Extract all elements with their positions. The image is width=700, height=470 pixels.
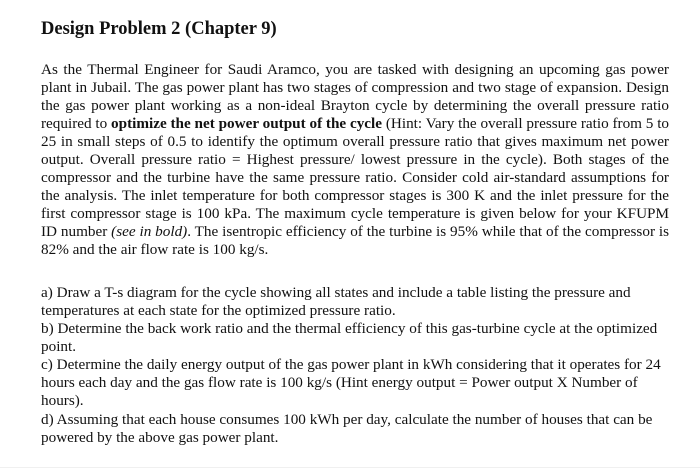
problem-title: Design Problem 2 (Chapter 9) bbox=[41, 19, 277, 39]
statement-text-2: (Hint: Vary the overall pressure ratio from 5 to 25 in small steps of 0.5 to identify the optimum overall pressure ratio that gives maximum net power output. Overall pressure ratio = Highest pressure/ lowest pressure in the cycle). Both stages of the compressor and the turbine have the same pressure ratio. Consider cold air-standard assumptions for the analysis. The inlet temperature for both compressor stages is 300 K and the inlet pressure for the first compressor stage is 100 kPa. The maximum cycle temperature is given below for your KFUPM ID number bbox=[41, 115, 670, 240]
problem-statement bbox=[41, 61, 669, 259]
question-b: b) Determine the back work ratio and the thermal efficiency of this gas-turbine cycle at the optimized point. bbox=[41, 320, 658, 355]
question-d: d) Assuming that each house consumes 100 kWh per day, calculate the number of houses that can be powered by the above gas power plant. bbox=[41, 411, 653, 446]
statement-bold-emphasis: optimize the net power output of the cycle bbox=[111, 115, 383, 132]
statement-italic-note: (see in bold) bbox=[111, 223, 188, 240]
statement-text-3: . The isentropic efficiency of the turbine is 95% while that of the compressor is 82% and the air flow rate is 100 kg/s. bbox=[41, 223, 669, 258]
question-a: a) Draw a T-s diagram for the cycle showing all states and include a table listing the pressure and temperatures at each state for the optimized pressure ratio. bbox=[41, 284, 631, 319]
question-c: c) Determine the daily energy output of the gas power plant in kWh considering that it operates for 24 hours each day and the gas flow rate is 100 kg/s (Hint energy output = Power output X Number of hours). bbox=[41, 356, 661, 409]
bottom-divider bbox=[0, 467, 700, 468]
statement-text-1: As the Thermal Engineer for Saudi Aramco, you are tasked with designing an upcoming gas power plant in Jubail. The gas power plant has two stages of compression and two stage of expansion. Design the gas power plant working as a non-ideal Brayton cycle by determining the overall pressure ratio required to bbox=[41, 61, 669, 132]
